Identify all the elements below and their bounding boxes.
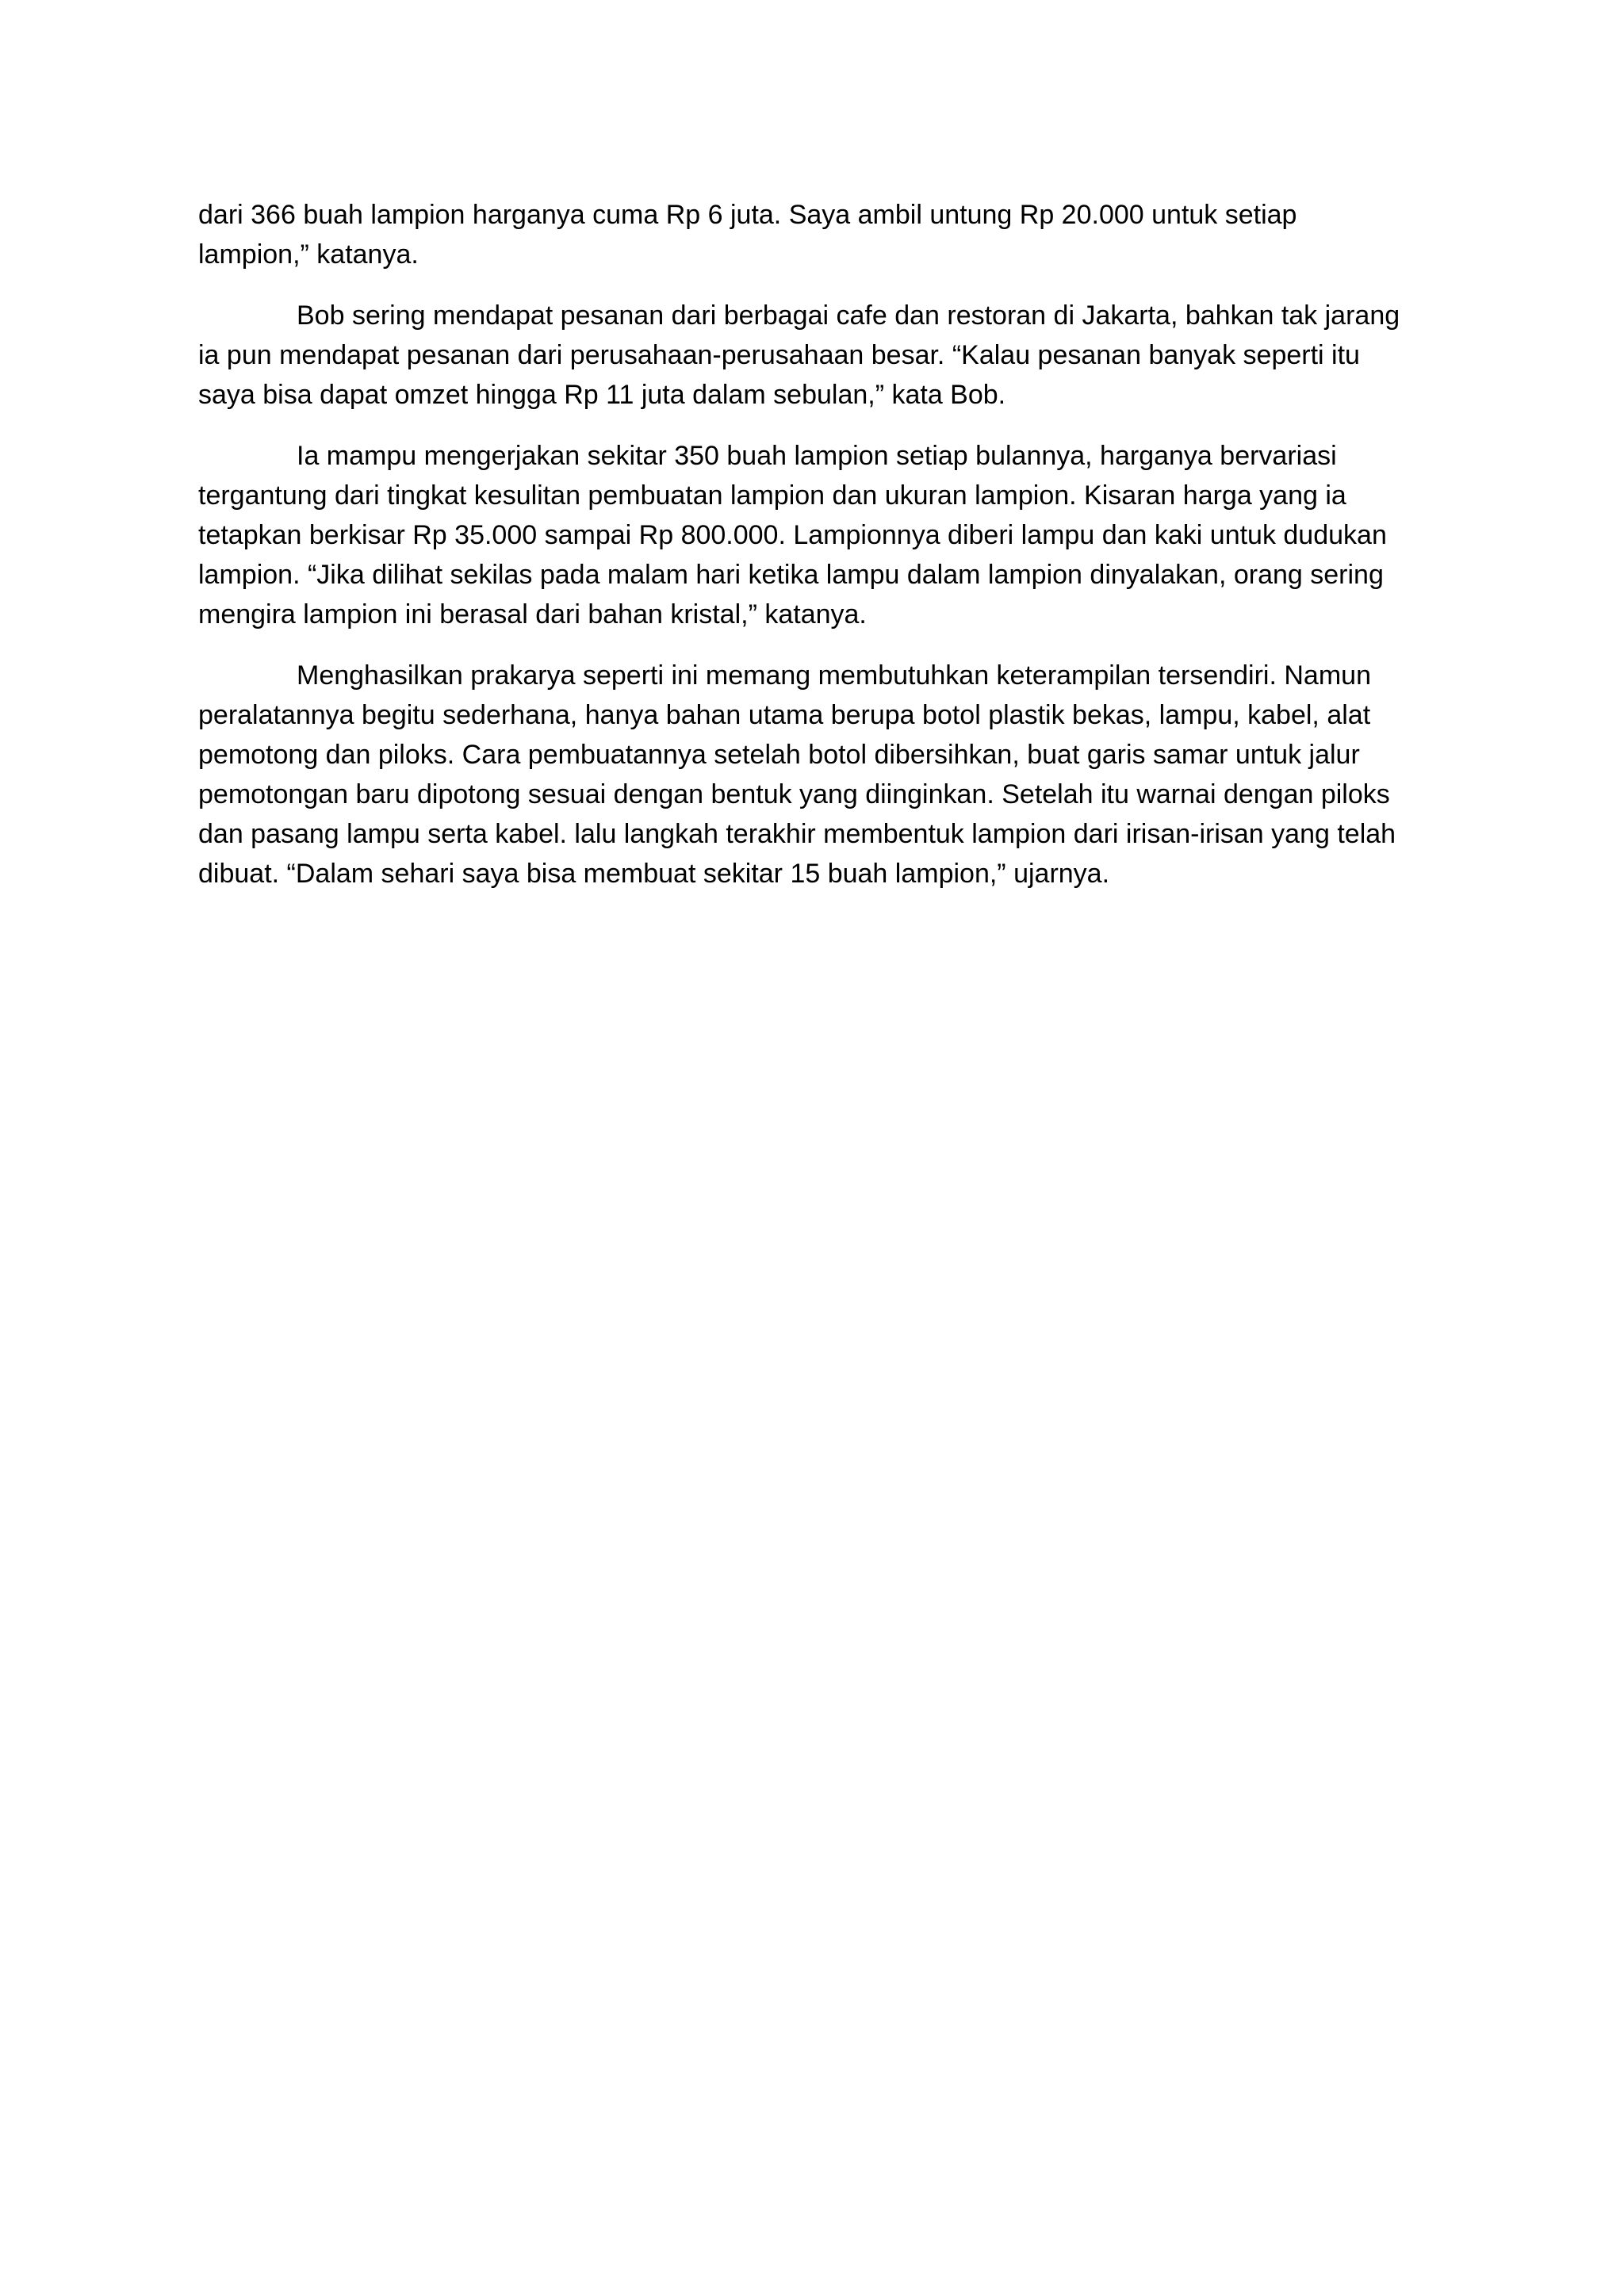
paragraph-line: pemotongan baru dipotong sesuai dengan bentuk yang diinginkan. Setelah itu warnai dengan piloks [198,779,1390,809]
paragraph-2 [198,296,1435,415]
paragraph-line: Menghasilkan prakarya seperti ini memang membutuhkan keterampilan tersendiri. Namun [297,660,1371,691]
paragraph-3 [198,436,1435,634]
paragraph-line: ia pun mendapat pesanan dari perusahaan-perusahaan besar. “Kalau pesanan banyak seperti itu [198,340,1360,370]
paragraph-line: dibuat. “Dalam sehari saya bisa membuat sekitar 15 buah lampion,” ujarnya. [198,859,1110,889]
paragraph-line: tetapkan berkisar Rp 35.000 sampai Rp 800.000. Lampionnya diberi lampu dan kaki untuk dudukan [198,520,1387,550]
paragraph-line: lampion. “Jika dilihat sekilas pada malam hari ketika lampu dalam lampion dinyalakan, orang sering [198,560,1384,590]
document-body [198,195,1435,915]
paragraph-line: tergantung dari tingkat kesulitan pembuatan lampion dan ukuran lampion. Kisaran harga yang ia [198,480,1346,511]
paragraph-line: lampion,” katanya. [198,239,419,270]
paragraph-line: Ia mampu mengerjakan sekitar 350 buah lampion setiap bulannya, harganya bervariasi [297,441,1337,471]
paragraph-4 [198,656,1435,894]
paragraph-line: pemotong dan piloks. Cara pembuatannya setelah botol dibersihkan, buat garis samar untuk jalur [198,740,1360,770]
paragraph-line: dan pasang lampu serta kabel. lalu langkah terakhir membentuk lampion dari irisan-irisan yang telah [198,819,1396,849]
paragraph-line: peralatannya begitu sederhana, hanya bahan utama berupa botol plastik bekas, lampu, kabel, alat [198,700,1371,730]
paragraph-line: Bob sering mendapat pesanan dari berbagai cafe dan restoran di Jakarta, bahkan tak jarang [297,300,1400,331]
paragraph-1 [198,195,1435,274]
paragraph-line: mengira lampion ini berasal dari bahan kristal,” katanya. [198,599,867,629]
paragraph-line: dari 366 buah lampion harganya cuma Rp 6 juta. Saya ambil untung Rp 20.000 untuk setiap [198,200,1297,230]
paragraph-line: saya bisa dapat omzet hingga Rp 11 juta dalam sebulan,” kata Bob. [198,380,1006,410]
